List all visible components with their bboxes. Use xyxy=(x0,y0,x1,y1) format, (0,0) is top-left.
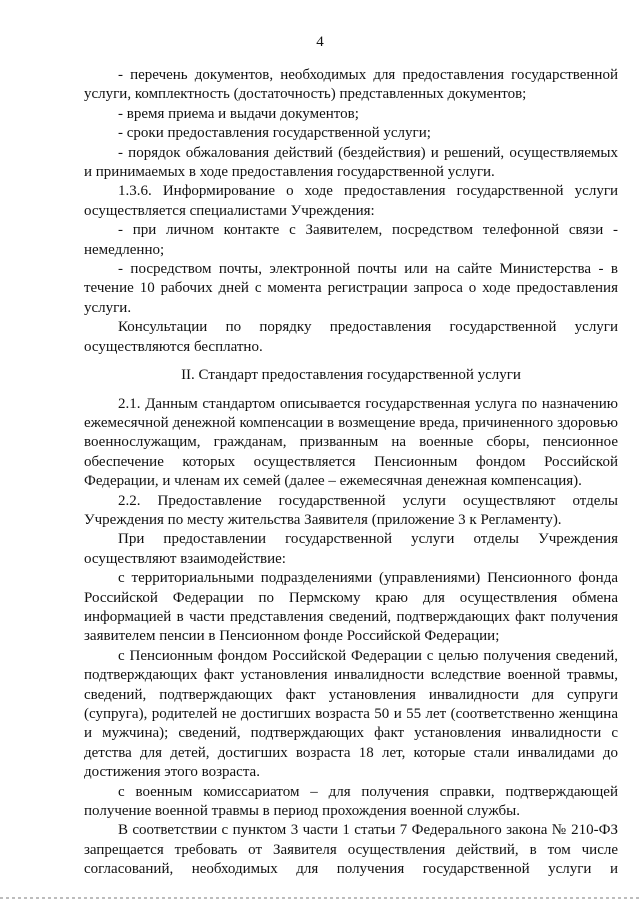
scan-edge-divider xyxy=(0,897,640,899)
paragraph-interaction-item: с Пенсионным фондом Российской Федерации с целью получения сведений, подтверждающих факт установления инвалидности вследствие военной травмы, сведений, подтверждающих факт установления инвалидности для супруги (супруга), родителей не достигших возраста 50 и 55 лет (соответственно женщина и мужчина); сведений, подтверждающих факт установления инвалидности с детства для детей, достигших возраста 18 лет, которые стали инвалидами до достижения этого возраста. xyxy=(84,647,618,781)
paragraph-list-item: - перечень документов, необходимых для предоставления государственной услуги, комплектность (достаточность) представленных документов; xyxy=(84,67,618,103)
section-heading: II. Стандарт предоставления государственной услуги xyxy=(181,367,521,384)
paragraph-law-reference: В соответствии с пунктом 3 части 1 статьи 7 Федерального закона № 210-ФЗ запрещается требовать от Заявителя осуществления действий, в том числе согласований, необходимых для получения государственной услуги и xyxy=(84,822,618,878)
paragraph-clause-2-1: 2.1. Данным стандартом описывается государственная услуга по назначению ежемесячной денежной компенсации в возмещение вреда, причиненного здоровью военнослужащим, гражданам, призванным на военные сборы, пенсионное обеспечение которых осуществляется Пенсионным фондом Российской Федерации, и членам их семей (далее – ежемесячная денежная компенсация). xyxy=(84,395,618,490)
paragraph-list-item: - порядок обжалования действий (бездействия) и решений, осуществляемых и принимаемых в ходе предоставления государственной услуги. xyxy=(84,144,618,181)
paragraph-interaction-item: с военным комиссариатом – для получения справки, подтверждающей получение военной травмы в период прохождения военной службы. xyxy=(84,783,618,820)
paragraph-clause-2-2: 2.2. Предоставление государственной услуги осуществляют отделы Учреждения по месту жительства Заявителя (приложение 3 к Регламенту). xyxy=(84,492,618,528)
paragraph-list-item: - посредством почты, электронной почты или на сайте Министерства - в течение 10 рабочих дней с момента регистрации запроса о ходе предоставления услуги. xyxy=(84,261,618,316)
paragraph-interaction: При предоставлении государственной услуги отделы Учреждения осуществляют взаимодействие: xyxy=(84,531,618,567)
paragraph-list-item: - при личном контакте с Заявителем, посредством телефонной связи - немедленно; xyxy=(84,222,618,258)
paragraph-clause-1-3-6: 1.3.6. Информирование о ходе предоставления государственной услуги осуществляется специалистами Учреждения: xyxy=(84,183,618,219)
page-number: 4 xyxy=(316,34,324,50)
document-body xyxy=(84,66,618,880)
paragraph-list-item: - сроки предоставления государственной услуги; xyxy=(118,125,431,142)
paragraph-interaction-item: с территориальными подразделениями (управлениями) Пенсионного фонда Российской Федерации по Пермскому краю для осуществления обмена информацией в части представления сведений, подтверждающих факт получения заявителем пенсии в Пенсионном фонде Российской Федерации; xyxy=(84,570,618,645)
paragraph-list-item: - время приема и выдачи документов; xyxy=(118,105,359,122)
paragraph-consultations: Консультации по порядку предоставления государственной услуги осуществляются бесплатно. xyxy=(84,319,618,355)
